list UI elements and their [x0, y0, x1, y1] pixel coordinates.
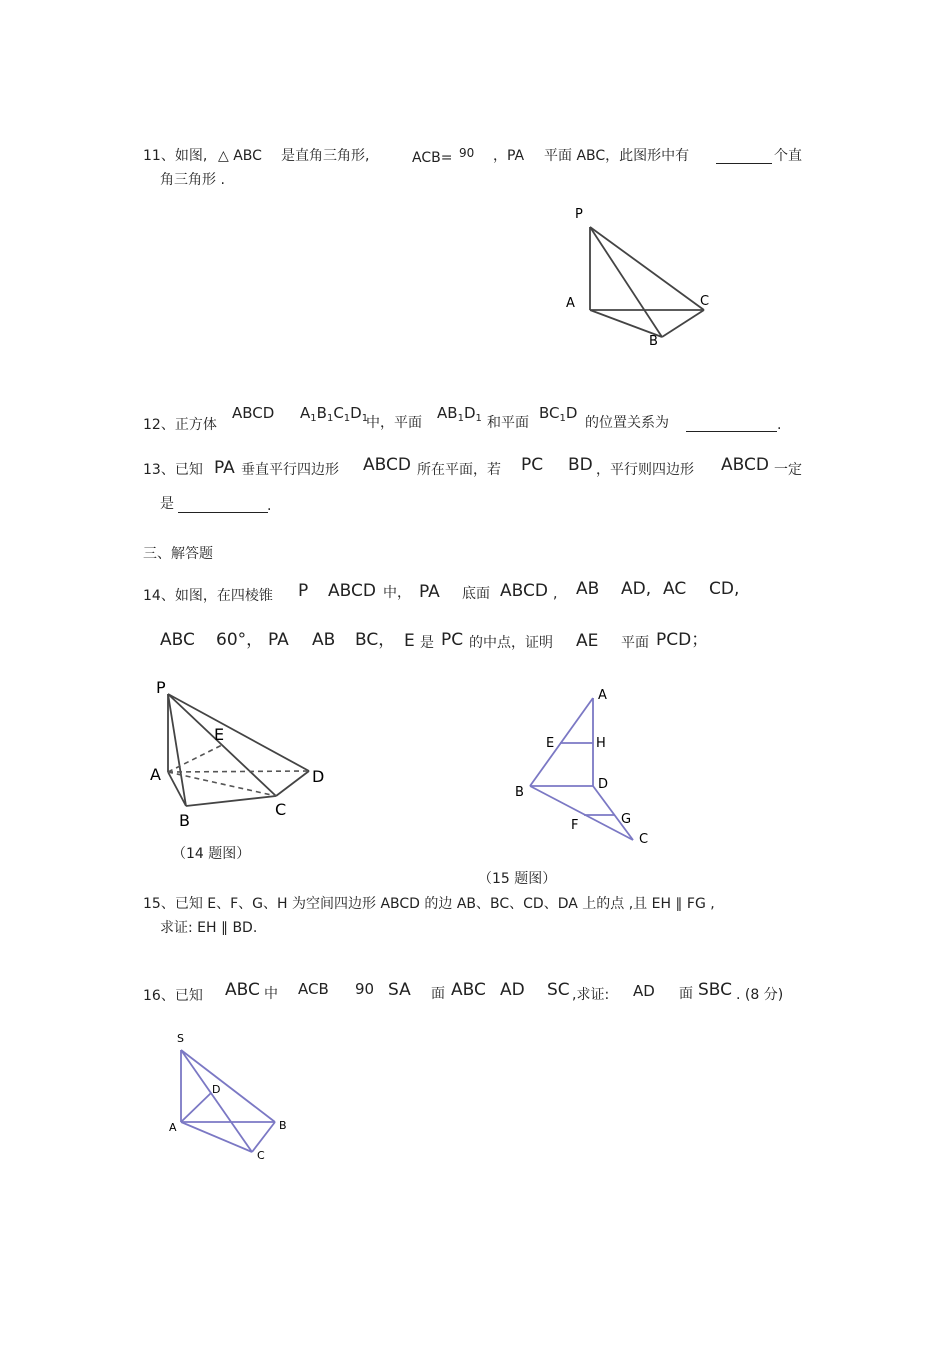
fig14-label-p: P: [156, 678, 166, 697]
q14-base: 底面: [462, 586, 490, 602]
q12-and: 和平面: [487, 415, 529, 431]
q11-line2: 角三角形 .: [160, 172, 225, 188]
fig15-label-c: C: [639, 832, 649, 847]
q13-line2: 是: [160, 496, 174, 512]
q13-bd: BD: [568, 455, 593, 475]
fig15-label-g: G: [621, 812, 632, 827]
fig14-label-a: A: [150, 765, 161, 784]
q11-tail: 个直: [774, 148, 802, 164]
q13-pc: PC: [521, 455, 544, 475]
q12-plane1: $AB_1D_1$: [437, 404, 482, 424]
q11-acb: ACB=: [412, 150, 453, 166]
q11-pa: ，PA: [493, 148, 525, 164]
fig14-label-b: B: [179, 811, 190, 830]
q12-cube-name: $A_1B_1C_1D_1$: [300, 404, 369, 424]
q12-mid: 中，平面: [366, 415, 422, 431]
fig15-label-a: A: [598, 688, 607, 703]
fig16-label-s: S: [177, 1032, 184, 1045]
q11-plane: 平面 ABC，此图形中有: [544, 148, 690, 164]
q12-number: 12、正方体: [143, 417, 217, 433]
q14-abc: ABC: [160, 630, 195, 650]
fig14-label-d: D: [312, 767, 325, 786]
q16-sa: SA: [388, 980, 411, 1000]
fig16-edge-bc: [252, 1122, 275, 1152]
q13-t2: 所在平面，若: [417, 462, 501, 478]
q16-abc: ABC: [225, 980, 260, 1000]
q11-triangle: △ ABC: [218, 148, 262, 164]
fig15-label-d: D: [598, 777, 609, 792]
q14-ae: AE: [576, 631, 599, 651]
q14-p: P: [298, 581, 309, 601]
fig16-label-a: A: [169, 1121, 177, 1134]
q16-ad2: AD: [633, 982, 655, 1000]
q14-pa: PA: [419, 582, 440, 602]
q13-number: 13、已知: [143, 462, 203, 478]
q14-ab2: AB: [312, 630, 336, 650]
fig16-edge-sb: [181, 1050, 275, 1122]
q12-plane2: $BC_1D$: [539, 404, 578, 424]
q14-comma1: ,: [553, 586, 558, 602]
q13-abcd: ABCD: [363, 455, 411, 475]
q11-degree: 90: [459, 146, 475, 160]
q14-plane: 平面: [621, 635, 649, 651]
fig16-label-c: C: [257, 1149, 265, 1162]
q13-t1: 垂直平行四边形: [241, 462, 339, 478]
q11-desc: 是直角三角形,: [281, 148, 370, 164]
fig15-label-f: F: [571, 818, 579, 833]
q14-abcd: ABCD: [328, 581, 376, 601]
q16-acb: ACB: [298, 980, 329, 998]
section-heading: 三、解答题: [143, 546, 213, 562]
fig16-label-d: D: [212, 1083, 221, 1096]
q13-abcd2: ABCD: [721, 455, 769, 475]
fig11-label-c: C: [700, 294, 710, 309]
q14-ad: AD,: [621, 579, 652, 599]
q13-t3: ，平行则四边形: [596, 462, 694, 478]
q13-pa: PA: [214, 458, 235, 478]
q14-shi: 是: [420, 635, 434, 651]
q12-tail: 的位置关系为: [585, 415, 669, 431]
q16-mian2: 面: [679, 986, 693, 1002]
fig16-edge-ad: [181, 1093, 211, 1122]
q14-bc: BC，: [355, 630, 396, 650]
q14-sixty: 60°，: [216, 630, 264, 650]
q14-e: E: [404, 631, 415, 651]
q14-mid: 的中点，证明: [469, 635, 553, 651]
q16-number: 16、已知: [143, 988, 203, 1004]
q16-proof: ,求证:: [572, 987, 610, 1003]
q13-end: .: [267, 498, 272, 514]
q15-line1: 15、已知 E、F、G、H 为空间四边形 ABCD 的边 AB、BC、CD、DA 上的点 ,且 EH ∥ FG ,: [143, 896, 715, 912]
q16-abc2: ABC: [451, 980, 486, 1000]
q14-cd: CD,: [709, 579, 740, 599]
q14-pcd: PCD；: [656, 630, 709, 650]
fig11-label-b: B: [649, 334, 658, 349]
fig15-label-e: E: [546, 736, 555, 751]
q16-sc: SC: [547, 980, 570, 1000]
q13-t4: 一定: [774, 462, 802, 478]
q14-abcd2: ABCD: [500, 581, 548, 601]
q14-caption: （14 题图）: [172, 846, 251, 862]
fig16-label-b: B: [279, 1119, 287, 1132]
q16-sbc: SBC: [698, 980, 733, 1000]
q14-ab: AB: [576, 579, 600, 599]
fig11-label-p: P: [575, 207, 583, 222]
q11-number: 11、如图,: [143, 148, 208, 164]
fig15-label-h: H: [596, 736, 606, 751]
q12-abcd: ABCD: [232, 404, 275, 422]
q15-caption: （15 题图）: [478, 871, 557, 887]
fig15-label-b: B: [515, 785, 524, 800]
q14-ac: AC: [663, 579, 687, 599]
q14-pa2: PA: [268, 630, 289, 650]
fig11-label-a: A: [566, 296, 575, 311]
q14-number: 14、如图，在四棱锥: [143, 588, 273, 604]
q15-line2: 求证: EH ∥ BD.: [160, 920, 258, 936]
q14-zhong: 中，: [383, 585, 411, 601]
q16-mian: 面: [431, 986, 445, 1002]
q16-zhong: 中: [264, 986, 278, 1002]
q16-ninety: 90: [355, 980, 375, 998]
q16-score: . (8 分): [736, 987, 784, 1003]
fig14-label-e: E: [214, 725, 225, 744]
q14-pc: PC: [441, 630, 464, 650]
fig14-label-c: C: [275, 800, 287, 819]
q12-end: .: [777, 417, 782, 433]
q16-ad: AD: [500, 980, 525, 1000]
